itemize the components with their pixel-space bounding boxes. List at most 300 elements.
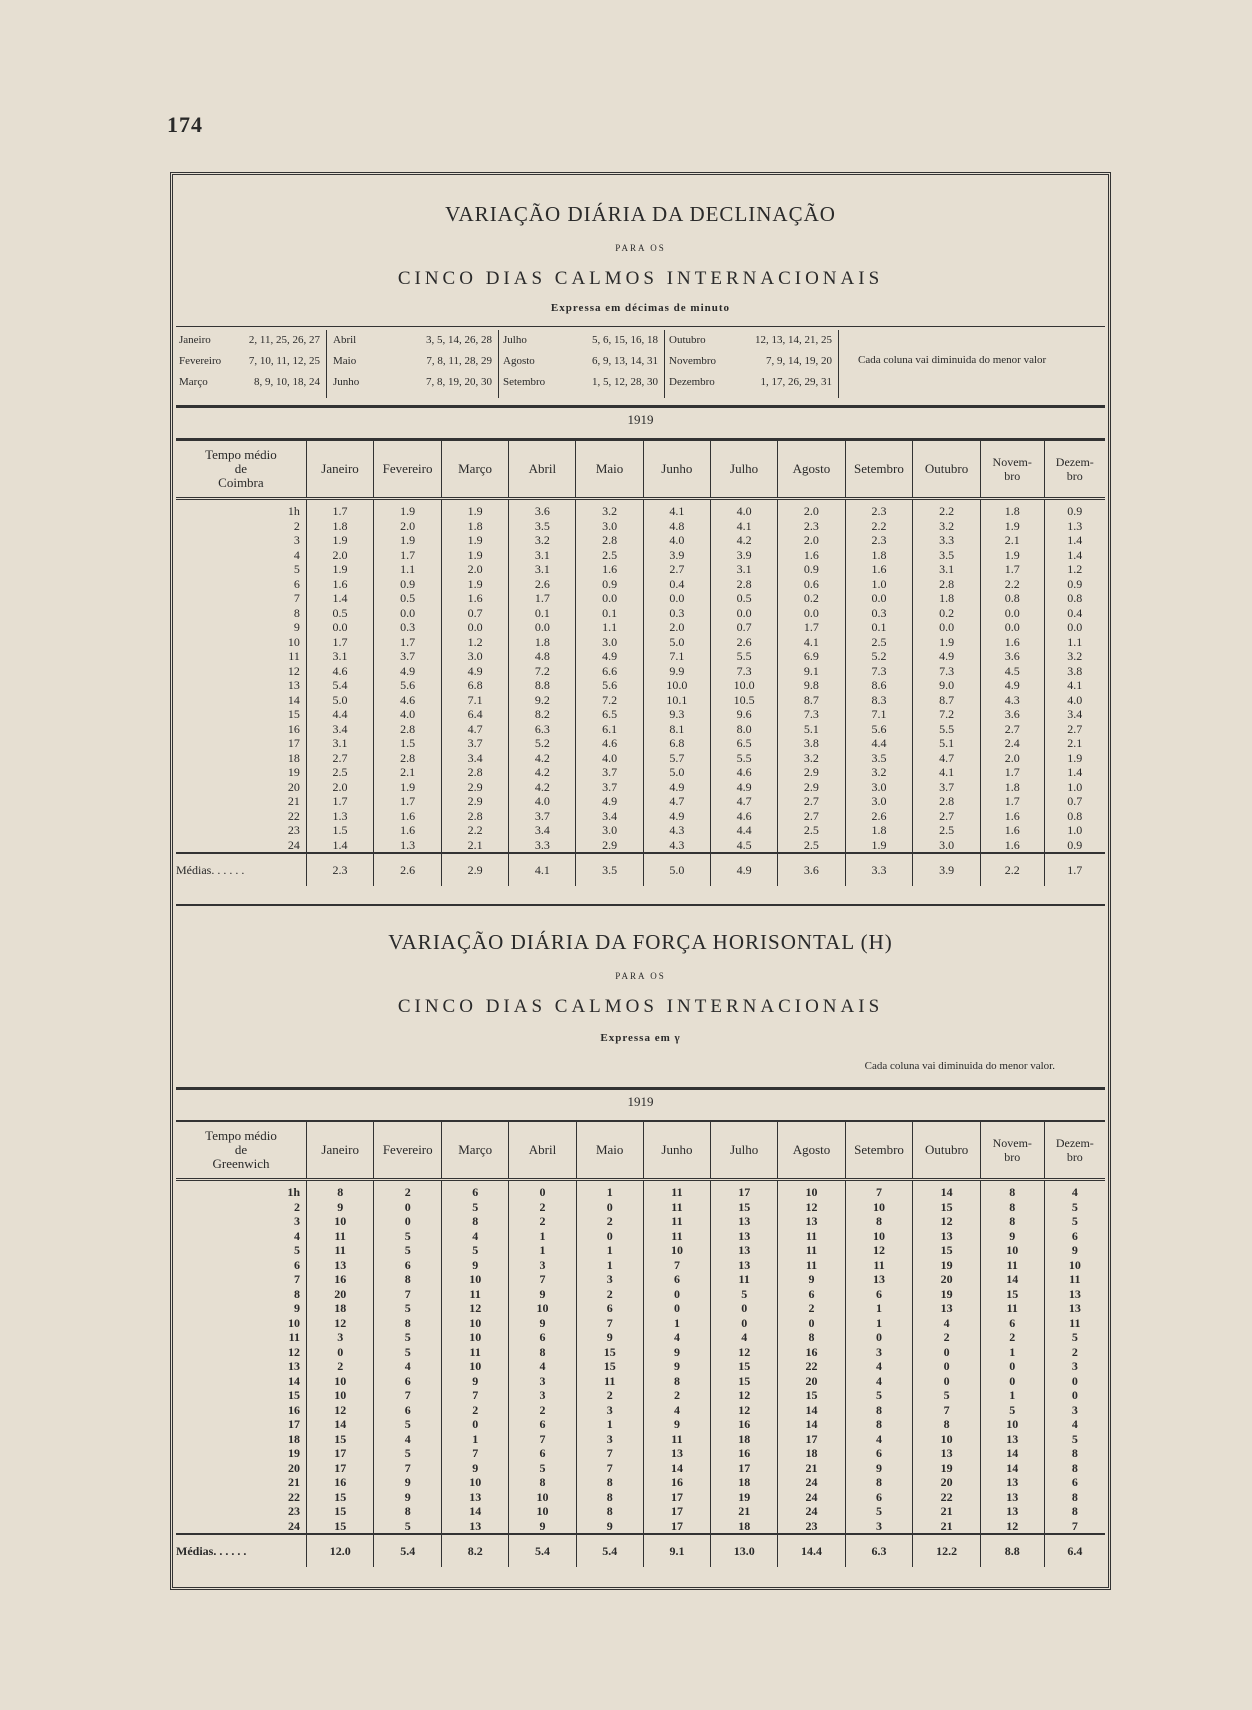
- table-cell: 1.9: [306, 533, 373, 548]
- medias-value: 6.3: [845, 1534, 913, 1567]
- table-cell: 0.0: [441, 620, 508, 635]
- table-cell: 5.0: [643, 635, 710, 650]
- table-cell: 1.8: [306, 519, 373, 534]
- table-cell: 2.0: [306, 548, 373, 563]
- table-cell: 6.6: [576, 664, 643, 679]
- hour-label: 12: [176, 1345, 307, 1360]
- table-cell: 2.9: [576, 838, 643, 854]
- month-header: Maio: [576, 1122, 643, 1180]
- table-cell: 6.9: [778, 649, 845, 664]
- table-cell: 2.0: [374, 519, 442, 534]
- table-cell: 6: [576, 1301, 643, 1316]
- table-row: [176, 1301, 1105, 1316]
- table-cell: 0.0: [980, 606, 1044, 621]
- table-cell: 13: [1044, 1301, 1105, 1316]
- table-cell: 6: [845, 1287, 913, 1302]
- table-cell: 2.3: [845, 499, 913, 519]
- table-cell: 0.0: [374, 606, 442, 621]
- horizontal-force-year: 1919: [627, 1094, 654, 1109]
- medias-value: 3.6: [778, 853, 845, 886]
- calendar-month: Janeiro: [179, 334, 211, 346]
- table-cell: 1.3: [1044, 519, 1105, 534]
- table-cell: 2.7: [643, 562, 710, 577]
- table-cell: 19: [913, 1461, 981, 1476]
- table-row: [176, 620, 1105, 635]
- table-cell: 9.6: [710, 707, 777, 722]
- table-cell: 10: [442, 1475, 509, 1490]
- month-header: Julho: [710, 441, 777, 499]
- table-cell: 16: [643, 1475, 710, 1490]
- table-row: [176, 1200, 1105, 1215]
- calendar-column: [500, 330, 665, 398]
- table-cell: 2.9: [441, 780, 508, 795]
- table-cell: 24: [778, 1504, 845, 1519]
- calendar-days: 3, 5, 14, 26, 28: [426, 334, 492, 346]
- table-cell: 9: [980, 1229, 1044, 1244]
- table-cell: 0.4: [1044, 606, 1105, 621]
- table-cell: 10: [845, 1200, 913, 1215]
- table-cell: 10: [509, 1301, 576, 1316]
- table-cell: 0.0: [913, 620, 981, 635]
- table-row: [176, 533, 1105, 548]
- table-cell: 2.6: [710, 635, 777, 650]
- medias-value: 1.7: [1044, 853, 1105, 886]
- table-cell: 4: [845, 1359, 913, 1374]
- table-cell: 4.3: [643, 838, 710, 854]
- table-row: [176, 693, 1105, 708]
- table-cell: 15: [711, 1359, 778, 1374]
- calendar-days: 5, 6, 15, 16, 18: [592, 334, 658, 346]
- table-cell: 2.1: [1044, 736, 1105, 751]
- table-row: [176, 1359, 1105, 1374]
- table-row: [176, 1258, 1105, 1273]
- table-cell: 1.9: [374, 499, 442, 519]
- medias-value: 3.9: [913, 853, 981, 886]
- table-cell: 2.7: [913, 809, 981, 824]
- month-header: Outubro: [913, 1122, 981, 1180]
- table-cell: 3.5: [845, 751, 913, 766]
- table-cell: 1.6: [441, 591, 508, 606]
- table-cell: 1.6: [778, 548, 845, 563]
- table-cell: 18: [711, 1432, 778, 1447]
- table-row: [176, 751, 1105, 766]
- table-cell: 3.4: [576, 809, 643, 824]
- time-header-line: Tempo médio: [205, 1128, 277, 1143]
- table-cell: 3.9: [710, 548, 777, 563]
- table-cell: 3.2: [576, 499, 643, 519]
- calendar-days: 7, 8, 11, 28, 29: [426, 355, 492, 367]
- table-cell: 1.3: [306, 809, 373, 824]
- table-cell: 15: [576, 1345, 643, 1360]
- table-cell: 13: [711, 1229, 778, 1244]
- table-cell: 0: [711, 1301, 778, 1316]
- table-cell: 1.5: [374, 736, 442, 751]
- table-cell: 13: [711, 1243, 778, 1258]
- hour-label: 7: [176, 591, 306, 606]
- table-cell: 1.4: [306, 838, 373, 854]
- table-cell: 4.8: [509, 649, 576, 664]
- table-cell: 1.6: [374, 809, 442, 824]
- table-cell: 8: [442, 1214, 509, 1229]
- table-cell: 8: [576, 1490, 643, 1505]
- table-cell: 4.8: [643, 519, 710, 534]
- table-cell: 9.3: [643, 707, 710, 722]
- table-cell: 6.4: [441, 707, 508, 722]
- medias-value: 2.9: [441, 853, 508, 886]
- table-cell: 3.6: [980, 707, 1044, 722]
- table-cell: 11: [980, 1258, 1044, 1273]
- table-cell: 8: [980, 1214, 1044, 1229]
- table-cell: 1.8: [441, 519, 508, 534]
- calendar-month: Novembro: [669, 355, 717, 367]
- calendar-month: Abril: [333, 334, 357, 346]
- table-cell: 5: [374, 1330, 442, 1345]
- table-cell: 4.7: [710, 794, 777, 809]
- hour-label: 24: [176, 838, 306, 854]
- month-header: Julho: [711, 1122, 778, 1180]
- table-cell: 1.9: [1044, 751, 1105, 766]
- table-cell: 1.8: [980, 499, 1044, 519]
- table-cell: 0: [913, 1345, 981, 1360]
- table-cell: 11: [845, 1258, 913, 1273]
- table-cell: 4.9: [441, 664, 508, 679]
- medias-value: 8.8: [980, 1534, 1044, 1567]
- table-cell: 1.7: [374, 548, 442, 563]
- table-row: [176, 1461, 1105, 1476]
- table-cell: 1: [980, 1345, 1044, 1360]
- table-cell: 7: [509, 1272, 576, 1287]
- table-cell: 10.5: [710, 693, 777, 708]
- table-cell: 2: [576, 1388, 643, 1403]
- table-cell: 0.0: [980, 620, 1044, 635]
- table-cell: 0.0: [509, 620, 576, 635]
- table-cell: 6: [509, 1446, 576, 1461]
- table-cell: 1.5: [306, 823, 373, 838]
- table-cell: 13: [307, 1258, 374, 1273]
- table-cell: 2: [576, 1214, 643, 1229]
- table-cell: 3: [845, 1519, 913, 1535]
- horizontal-force-table: [176, 1122, 1105, 1567]
- medias-value: 9.1: [643, 1534, 710, 1567]
- table-cell: 21: [778, 1461, 845, 1476]
- hour-label: 9: [176, 620, 306, 635]
- table-cell: 14: [913, 1180, 981, 1200]
- table-cell: 6: [374, 1258, 442, 1273]
- table-cell: 4: [643, 1330, 710, 1345]
- table-cell: 0.3: [374, 620, 442, 635]
- table-cell: 3.7: [576, 765, 643, 780]
- horizontal-force-note: Cada coluna vai diminuida do menor valor.: [864, 1060, 1055, 1072]
- table-cell: 4: [845, 1432, 913, 1447]
- table-cell: 0.1: [576, 606, 643, 621]
- table-cell: 13: [711, 1258, 778, 1273]
- medias-value: 4.1: [509, 853, 576, 886]
- table-cell: 4.7: [913, 751, 981, 766]
- month-header: Março: [441, 441, 508, 499]
- table-cell: 11: [778, 1229, 845, 1244]
- table-cell: 0.7: [1044, 794, 1105, 809]
- time-header-line: Greenwich: [212, 1156, 270, 1171]
- table-cell: 13: [913, 1446, 981, 1461]
- table-cell: 1.9: [913, 635, 981, 650]
- table-cell: 4: [374, 1359, 442, 1374]
- table-cell: 1: [845, 1316, 913, 1331]
- table-cell: 11: [643, 1200, 710, 1215]
- table-cell: 3.9: [643, 548, 710, 563]
- table-cell: 0: [1044, 1374, 1105, 1389]
- table-cell: 13: [778, 1214, 845, 1229]
- table-cell: 21: [913, 1504, 981, 1519]
- table-cell: 4: [643, 1403, 710, 1418]
- hour-label: 22: [176, 1490, 307, 1505]
- table-cell: 5: [509, 1461, 576, 1476]
- table-cell: 14: [442, 1504, 509, 1519]
- table-cell: 3.7: [576, 780, 643, 795]
- table-cell: 1.8: [845, 548, 913, 563]
- table-row: [176, 562, 1105, 577]
- table-cell: 2.7: [778, 794, 845, 809]
- table-cell: 1.4: [1044, 765, 1105, 780]
- table-cell: 13: [1044, 1287, 1105, 1302]
- table-cell: 2.2: [441, 823, 508, 838]
- table-cell: 1: [980, 1388, 1044, 1403]
- table-cell: 14: [643, 1461, 710, 1476]
- month-header: Junho: [643, 1122, 710, 1180]
- table-cell: 2.3: [845, 533, 913, 548]
- table-cell: 11: [643, 1229, 710, 1244]
- table-cell: 4.2: [509, 780, 576, 795]
- table-cell: 3.4: [1044, 707, 1105, 722]
- table-cell: 0: [913, 1359, 981, 1374]
- table-cell: 10: [1044, 1258, 1105, 1273]
- table-cell: 6.5: [576, 707, 643, 722]
- table-cell: 8.6: [845, 678, 913, 693]
- table-cell: 19: [711, 1490, 778, 1505]
- table-cell: 3.4: [509, 823, 576, 838]
- calendar-month: Julho: [503, 334, 527, 346]
- table-cell: 8: [1044, 1490, 1105, 1505]
- medias-value: 12.2: [913, 1534, 981, 1567]
- table-cell: 0.5: [374, 591, 442, 606]
- table-cell: 5: [1044, 1214, 1105, 1229]
- table-cell: 5.5: [710, 751, 777, 766]
- table-cell: 4.1: [1044, 678, 1105, 693]
- table-cell: 9: [509, 1287, 576, 1302]
- table-cell: 11: [442, 1287, 509, 1302]
- table-cell: 1.1: [374, 562, 442, 577]
- table-cell: 5.0: [306, 693, 373, 708]
- table-cell: 3.2: [845, 765, 913, 780]
- table-cell: 0.7: [441, 606, 508, 621]
- table-cell: 2: [913, 1330, 981, 1345]
- table-cell: 2.8: [374, 751, 442, 766]
- medias-value: 8.2: [442, 1534, 509, 1567]
- table-cell: 8: [778, 1330, 845, 1345]
- table-cell: 4: [374, 1432, 442, 1447]
- hour-label: 11: [176, 1330, 307, 1345]
- table-cell: 7: [374, 1388, 442, 1403]
- table-cell: 9: [509, 1519, 576, 1535]
- table-cell: 7: [845, 1180, 913, 1200]
- table-row: [176, 664, 1105, 679]
- table-cell: 3: [576, 1272, 643, 1287]
- calendar-days: 12, 13, 14, 21, 25: [755, 334, 832, 346]
- table-cell: 22: [913, 1490, 981, 1505]
- medias-value: 6.4: [1044, 1534, 1105, 1567]
- table-cell: 8.2: [509, 707, 576, 722]
- table-cell: 3.1: [710, 562, 777, 577]
- table-cell: 5: [1044, 1432, 1105, 1447]
- table-cell: 3.0: [576, 823, 643, 838]
- table-cell: 4.4: [306, 707, 373, 722]
- table-cell: 10: [442, 1359, 509, 1374]
- table-row: [176, 1504, 1105, 1519]
- table-cell: 8: [374, 1504, 442, 1519]
- table-cell: 8: [576, 1504, 643, 1519]
- table-cell: 3.3: [913, 533, 981, 548]
- table-cell: 12: [711, 1345, 778, 1360]
- table-cell: 1.6: [576, 562, 643, 577]
- hour-label: 4: [176, 548, 306, 563]
- table-row: [176, 606, 1105, 621]
- table-cell: 17: [643, 1519, 710, 1535]
- table-cell: 2.1: [980, 533, 1044, 548]
- hour-label: 11: [176, 649, 306, 664]
- table-cell: 2: [307, 1359, 374, 1374]
- table-cell: 4.9: [643, 809, 710, 824]
- table-cell: 12: [307, 1316, 374, 1331]
- table-cell: 4.9: [710, 780, 777, 795]
- table-cell: 14: [307, 1417, 374, 1432]
- table-cell: 12: [711, 1388, 778, 1403]
- table-cell: 9: [643, 1345, 710, 1360]
- table-cell: 1.9: [374, 780, 442, 795]
- table-cell: 1.2: [441, 635, 508, 650]
- table-cell: 0: [980, 1374, 1044, 1389]
- table-cell: 1: [442, 1432, 509, 1447]
- table-cell: 1.6: [374, 823, 442, 838]
- month-header: Outubro: [913, 441, 981, 499]
- table-cell: 4: [1044, 1417, 1105, 1432]
- table-cell: 15: [980, 1287, 1044, 1302]
- table-cell: 1.9: [441, 499, 508, 519]
- declination-table: [176, 441, 1105, 886]
- month-header: Abril: [509, 441, 576, 499]
- table-cell: 8.0: [710, 722, 777, 737]
- table-cell: 5.0: [643, 765, 710, 780]
- table-cell: 2.6: [509, 577, 576, 592]
- table-cell: 4.1: [710, 519, 777, 534]
- table-cell: 0.7: [710, 620, 777, 635]
- table-cell: 9.1: [778, 664, 845, 679]
- month-header: Março: [442, 1122, 509, 1180]
- calendar-month: Setembro: [503, 376, 546, 388]
- hour-label: 12: [176, 664, 306, 679]
- table-cell: 9.2: [509, 693, 576, 708]
- calendar-month: Dezembro: [669, 376, 715, 388]
- table-cell: 2: [643, 1388, 710, 1403]
- table-cell: 4: [913, 1316, 981, 1331]
- table-cell: 6.8: [441, 678, 508, 693]
- hour-label: 10: [176, 635, 306, 650]
- hour-label: 8: [176, 1287, 307, 1302]
- month-header: Maio: [576, 441, 643, 499]
- table-cell: 8: [576, 1475, 643, 1490]
- table-cell: 22: [778, 1359, 845, 1374]
- table-cell: 9: [643, 1359, 710, 1374]
- table-cell: 10: [307, 1214, 374, 1229]
- table-cell: 1: [643, 1316, 710, 1331]
- table-cell: 4.9: [980, 678, 1044, 693]
- table-cell: 10: [913, 1432, 981, 1447]
- table-cell: 1.7: [980, 765, 1044, 780]
- table-cell: 4.6: [710, 809, 777, 824]
- table-cell: 1.4: [306, 591, 373, 606]
- hour-label: 17: [176, 1417, 307, 1432]
- table-cell: 1: [509, 1243, 576, 1258]
- table-cell: 17: [643, 1490, 710, 1505]
- table-cell: 3.3: [509, 838, 576, 854]
- table-cell: 6.5: [710, 736, 777, 751]
- hour-label: 19: [176, 1446, 307, 1461]
- table-cell: 9: [1044, 1243, 1105, 1258]
- table-cell: 2: [509, 1403, 576, 1418]
- table-row: [176, 823, 1105, 838]
- table-cell: 15: [307, 1432, 374, 1447]
- table-row: [176, 678, 1105, 693]
- table-cell: 1.7: [306, 499, 373, 519]
- table-cell: 3.7: [374, 649, 442, 664]
- medias-value: 13.0: [711, 1534, 778, 1567]
- table-cell: 6: [374, 1403, 442, 1418]
- table-cell: 1.7: [306, 635, 373, 650]
- table-cell: 23: [778, 1519, 845, 1535]
- table-cell: 15: [778, 1388, 845, 1403]
- table-cell: 9: [576, 1519, 643, 1535]
- table-cell: 2.0: [980, 751, 1044, 766]
- month-header: Dezem-bro: [1044, 441, 1105, 499]
- table-cell: 11: [778, 1243, 845, 1258]
- table-cell: 1.6: [980, 823, 1044, 838]
- table-cell: 10: [845, 1229, 913, 1244]
- hour-label: 17: [176, 736, 306, 751]
- table-cell: 3: [509, 1388, 576, 1403]
- table-cell: 2.5: [778, 838, 845, 854]
- table-cell: 1.6: [845, 562, 913, 577]
- table-cell: 10: [442, 1272, 509, 1287]
- table-cell: 1.6: [980, 838, 1044, 854]
- calendar-month: Junho: [333, 376, 360, 388]
- table-row: [176, 1432, 1105, 1447]
- table-cell: 9: [374, 1490, 442, 1505]
- table-cell: 4.9: [576, 649, 643, 664]
- table-cell: 5: [913, 1388, 981, 1403]
- table-cell: 1.9: [441, 533, 508, 548]
- hour-label: 21: [176, 1475, 307, 1490]
- horizontal-force-title: VARIAÇÃO DIÁRIA DA FORÇA HORISONTAL (H): [388, 930, 893, 954]
- table-cell: 20: [778, 1374, 845, 1389]
- table-cell: 6: [509, 1330, 576, 1345]
- table-row: [176, 1287, 1105, 1302]
- table-cell: 3.1: [306, 736, 373, 751]
- table-cell: 15: [913, 1243, 981, 1258]
- table-cell: 11: [442, 1345, 509, 1360]
- table-cell: 2.9: [778, 765, 845, 780]
- month-header: Fevereiro: [374, 1122, 442, 1180]
- horizontal-force-units: Expressa em γ: [600, 1032, 681, 1044]
- table-cell: 17: [307, 1461, 374, 1476]
- hour-label: 6: [176, 1258, 307, 1273]
